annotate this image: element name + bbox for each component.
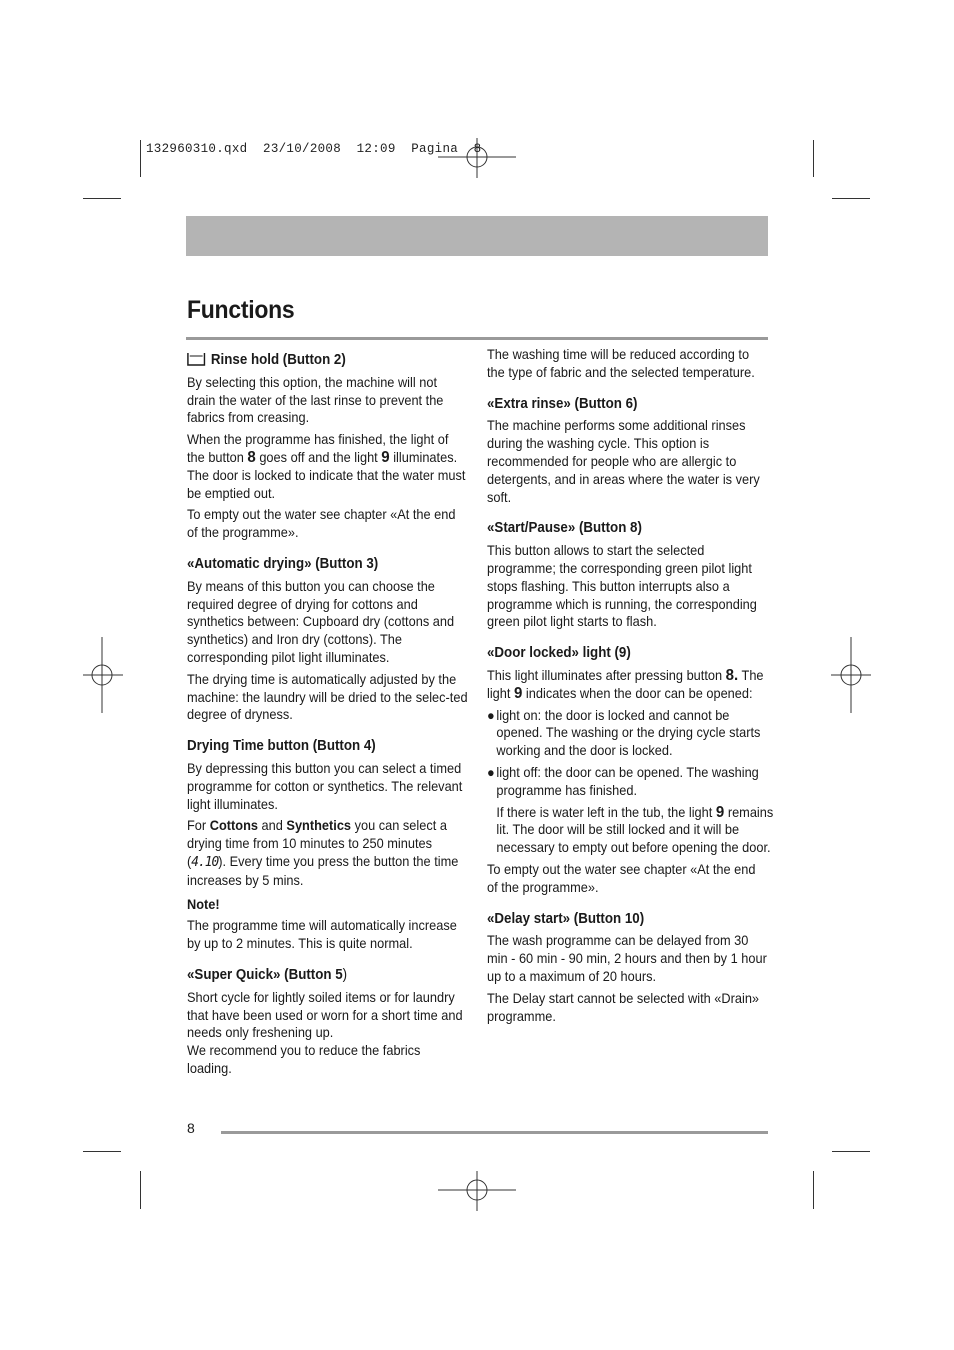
door-locked-heading: «Door locked» light (9) <box>487 645 631 662</box>
rinse-hold-text-2: When the programme has finished, the light of the button 8 goes off and the light 9 illuminates. The door is locked to indicate that the water must be emptied out. <box>187 432 466 501</box>
note-label: Note! <box>187 896 220 912</box>
delay-start-heading: «Delay start» (Button 10) <box>487 910 645 927</box>
door-locked-bullet-on: ● light on: the door is locked and cannot be opened. The washing or the drying cycle starts working and the door is locked. <box>487 707 761 759</box>
crop-mark <box>832 198 870 199</box>
drying-time-text-1: By depressing this button you can select a timed programme for cotton or synthetics. The relevant light illuminates. <box>187 760 463 812</box>
start-pause-heading: «Start/Pause» (Button 8) <box>487 520 642 537</box>
crop-mark <box>813 140 814 177</box>
registration-mark-bottom <box>438 1171 516 1211</box>
door-locked-water-text: If there is water left in the tub, the light 9 remains lit. The door will be still locked and it will be necessary to empty out before opening the door. <box>496 803 774 856</box>
print-slug: 132960310.qxd 23/10/2008 12:09 Pagina 8 <box>146 142 482 156</box>
automatic-drying-text-2: The drying time is automatically adjusted by the machine: the laundry will be dried to the selec-ted degree of dryness. <box>187 671 468 723</box>
title-rule <box>186 337 768 340</box>
footer-rule <box>221 1131 768 1134</box>
delay-start-text-1: The wash programme can be delayed from 30 min - 60 min - 90 min, 2 hours and then by 1 hour up to a maximum of 20 hours. <box>487 933 767 984</box>
door-locked-bullet-off: ● light off: the door can be opened. The washing programme has finished. <box>487 764 759 798</box>
super-quick-heading: «Super Quick» (Button 5) <box>187 966 348 983</box>
automatic-drying-text-1: By means of this button you can choose the required degree of drying for cottons and synthetics between: Cupboard dry (cottons and synthetics) and Iron dry (cottons). The corresponding pilot light illuminates. <box>187 578 455 665</box>
drying-time-display: 4.10 <box>191 853 219 870</box>
crop-mark <box>83 198 121 199</box>
crop-mark <box>83 1151 121 1152</box>
crop-mark <box>832 1151 870 1152</box>
drying-time-text-2: For Cottons and Synthetics you can select a drying time from 10 minutes to 250 minutes (4.10). Every time you press the button the time increases by 5 mins. <box>187 818 459 888</box>
note-text: The programme time will automatically increase by up to 2 minutes. This is quite normal. <box>187 918 457 952</box>
page-number: 8 <box>187 1120 195 1136</box>
registration-mark-right <box>831 637 871 713</box>
header-banner <box>186 216 768 256</box>
rinse-hold-heading: Rinse hold (Button 2) <box>187 352 467 370</box>
crop-mark <box>140 140 141 177</box>
extra-rinse-text: The machine performs some additional rinses during the washing cycle. This option is recommended for people who are allergic to detergents, and in areas where the water is very soft. <box>487 418 760 505</box>
bullet-icon: ● <box>487 707 495 723</box>
start-pause-text: This button allows to start the selected programme; the corresponding green pilot light stops flashing. This button interrupts also a programme which is running, the corresponding green pilot light starts to flash. <box>487 543 757 630</box>
extra-rinse-heading: «Extra rinse» (Button 6) <box>487 395 638 412</box>
registration-mark-left <box>83 637 123 713</box>
door-locked-text-1: This light illuminates after pressing button 8. The light 9 indicates when the door can be opened: <box>487 666 764 702</box>
rinse-hold-text-1: By selecting this option, the machine will not drain the water of the last rinse to prevent the fabrics from creasing. <box>187 374 444 426</box>
automatic-drying-heading: «Automatic drying» (Button 3) <box>187 555 379 572</box>
crop-mark <box>140 1171 141 1209</box>
rinse-hold-icon <box>187 352 205 366</box>
drying-time-heading: Drying Time button (Button 4) <box>187 738 376 755</box>
rinse-hold-text-3: To empty out the water see chapter «At the end of the programme». <box>187 507 456 541</box>
door-locked-text-2: To empty out the water see chapter «At the end of the programme». <box>487 861 756 895</box>
left-column <box>187 352 469 1082</box>
bullet-icon: ● <box>487 764 495 780</box>
right-column <box>487 346 774 1029</box>
washing-time-text: The washing time will be reduced according to the type of fabric and the selected temperature. <box>487 347 755 380</box>
page-title: Functions <box>187 296 295 324</box>
super-quick-text-1: Short cycle for lightly soiled items or for laundry that have been used or worn for a short time and needs only freshening up. <box>187 989 463 1041</box>
delay-start-text-2: The Delay start cannot be selected with «Drain» programme. <box>487 990 760 1024</box>
crop-mark <box>813 1171 814 1209</box>
super-quick-text-2: We recommend you to reduce the fabrics loading. <box>187 1043 421 1076</box>
